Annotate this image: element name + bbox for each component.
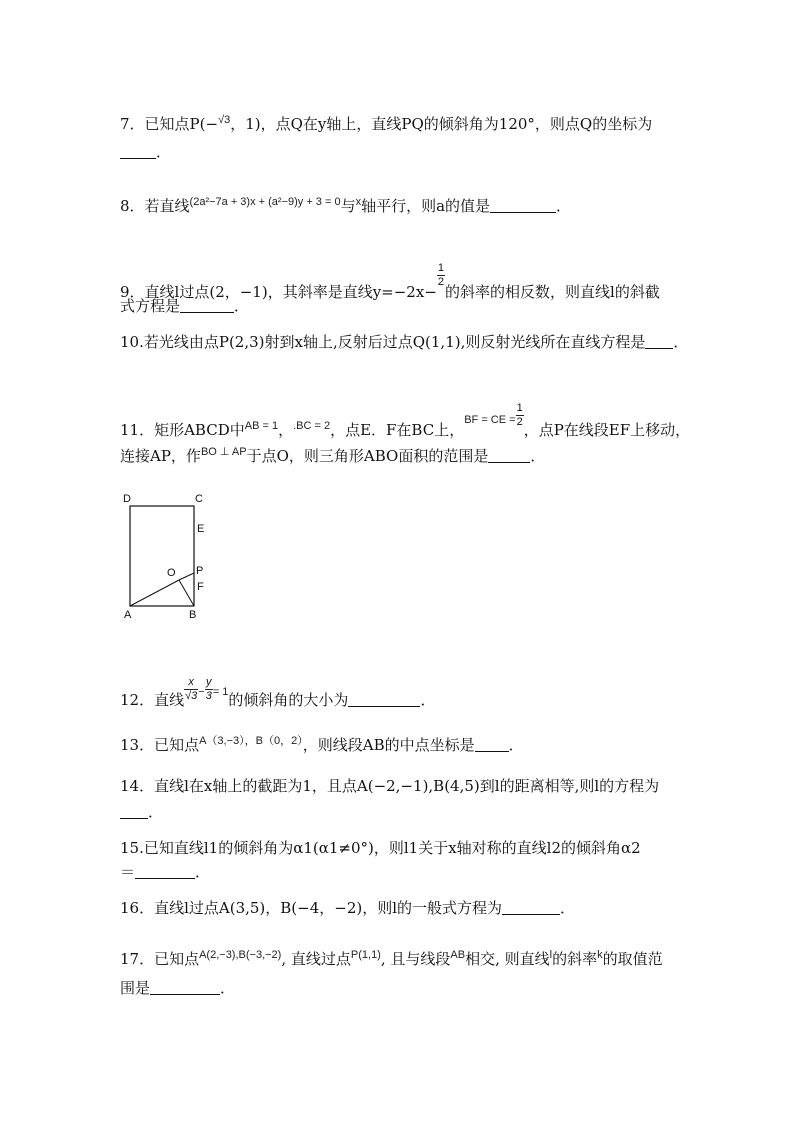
- problem-7: 7．已知点P(−$^{√3}$，1)，点Q在y轴上，直线PQ的倾斜角为120°，则点Q的坐标为: [120, 114, 653, 133]
- problem-7-answer: ．: [120, 142, 171, 162]
- problem-17: 17．已知点$^{A(2,-3),B(-3,-2)}$, 直线过点$^{P(1,1)}$, 且与线段$^{AB}$相交, 则直线$^l$的斜率$^k$的取值范: [120, 949, 663, 968]
- answer-blank[interactable]: [348, 692, 420, 707]
- answer-blank[interactable]: [475, 737, 509, 752]
- problem-14-answer: ．: [120, 802, 163, 822]
- problem-8: 8．若直线$^{(2a^2-7a + 3)x + (a^2-9)y + 3 = 0}$与$^x$轴平行，则a的值是 ．: [120, 196, 572, 215]
- label-a: A: [124, 609, 132, 620]
- fraction-y: $\frac{y}{3}$: [205, 676, 212, 702]
- label-o: O: [167, 567, 176, 579]
- segment-ob: [179, 580, 194, 606]
- fraction: $\frac{1}{2}$: [437, 262, 445, 288]
- answer-blank[interactable]: [180, 298, 234, 313]
- answer-blank[interactable]: [488, 448, 530, 463]
- problem-15-line2: ＝ ．: [120, 863, 211, 881]
- answer-blank[interactable]: [150, 980, 220, 995]
- problem-11-line2: 连接AP，作$^{BO \perp AP}$于点O，则三角形ABO面积的范围是 ．: [120, 446, 546, 465]
- problem-14: 14．直线l在x轴上的截距为1，且点A(−2,−1),B(4,5)到l的距离相等,则l的方程为: [120, 777, 660, 795]
- label-b: B: [189, 609, 197, 620]
- problem-12: 12．直线 $\frac{x}{√3}$ − $\frac{y}{3}$ $^{= 1}$的倾斜角的大小为 ．: [120, 676, 436, 709]
- problem-9-line2: 式方程是 ．: [120, 297, 250, 315]
- label-d: D: [123, 493, 131, 505]
- fraction: $\frac{1}{2}$: [516, 402, 523, 428]
- problem-11: 11．矩形ABCD中$^{AB = 1}$，$^{.BC = 2}$，点E．F在BC上，$^{BF = CE =}$ $\frac{1}{2}$ ，点P在线段EF上移动，: [120, 402, 691, 439]
- answer-blank[interactable]: [135, 864, 195, 879]
- problem-16: 16．直线l过点A(3,5)，B(−4，−2)，则l的一般式方程为 ．: [120, 899, 576, 917]
- label-p: P: [196, 565, 204, 577]
- label-c: C: [195, 493, 203, 505]
- answer-blank[interactable]: [490, 198, 556, 213]
- answer-blank[interactable]: [120, 144, 156, 159]
- rectangle-figure: [115, 490, 215, 620]
- label-e: E: [197, 523, 205, 535]
- problem-15: 15.已知直线l1的倾斜角为α1(α1≠0°)，则l1关于x轴对称的直线l2的倾斜角α2: [120, 839, 641, 857]
- fraction-x: $\frac{x}{√3}$: [185, 676, 198, 702]
- problem-13: 13．已知点$^{A(3,-3),B(0,2)}$，则线段AB的中点坐标是 ．: [120, 735, 524, 754]
- problem-17-line2: 围是 ．: [120, 979, 236, 997]
- label-f: F: [197, 581, 204, 593]
- answer-blank[interactable]: [502, 900, 560, 915]
- segment-ao: [130, 580, 179, 606]
- problem-9: 9．直线l过点(2，−1)，其斜率是直线y=−2x− $\frac{1}{2}$ 的斜率的相反数，则直线l的斜截: [120, 262, 660, 301]
- answer-blank[interactable]: [120, 804, 148, 819]
- problem-10: 10.若光线由点P(2,3)射到x轴上,反射后过点Q(1,1),则反射光线所在直线方程是 ．: [120, 333, 689, 351]
- rectangle-abcd: [130, 506, 194, 606]
- answer-blank[interactable]: [645, 334, 673, 349]
- segment-op: [179, 573, 194, 580]
